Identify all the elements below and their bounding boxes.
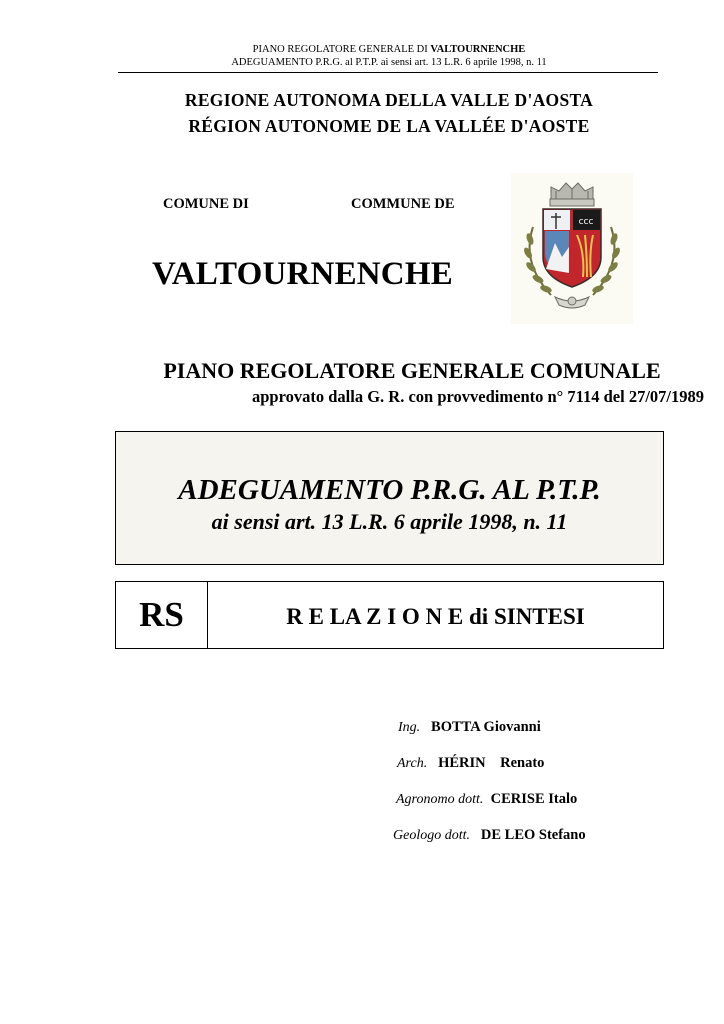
plan-title: PIANO REGOLATORE GENERALE COMUNALE — [163, 358, 661, 383]
header-line2: ADEGUAMENTO P.R.G. al P.T.P. ai sensi art. 13 L.R. 6 aprile 1998, n. 11 — [231, 57, 547, 68]
document-title: R E LA Z I O N E di SINTESI — [286, 604, 585, 629]
author-1 — [398, 719, 541, 736]
region-name-italian: REGIONE AUTONOMA DELLA VALLE D'AOSTA — [184, 90, 594, 110]
municipality-title: VALTOURNENCHE — [152, 256, 453, 292]
author-title: Geologo dott. — [393, 828, 470, 843]
header-rule — [118, 72, 658, 73]
comune-label-italian: COMUNE DI — [163, 196, 249, 212]
coat-of-arms-icon — [511, 173, 633, 324]
author-title: Ing. — [398, 720, 421, 735]
document-box — [115, 581, 664, 649]
author-name: CERISE Italo — [490, 791, 578, 807]
author-title: Arch. — [397, 756, 428, 771]
author-title: Agronomo dott. — [396, 792, 484, 807]
header-line1-municipality: VALTOURNENCHE — [430, 44, 526, 55]
running-header — [120, 43, 658, 69]
plan-approval: approvato dalla G. R. con provvedimento n° 7114 del 27/07/1989 — [252, 387, 704, 406]
author-3 — [396, 791, 577, 808]
svg-text:ccc: ccc — [578, 217, 594, 227]
document-code: RS — [116, 582, 208, 648]
adeguamento-box — [115, 431, 664, 565]
author-4 — [393, 827, 586, 844]
author-name: HÉRIN Renato — [438, 755, 545, 771]
author-name: DE LEO Stefano — [480, 827, 586, 843]
header-line1-prefix: PIANO REGOLATORE GENERALE DI — [252, 44, 431, 55]
comune-label-french: COMMUNE DE — [351, 196, 455, 212]
adeguamento-subtitle: ai sensi art. 13 L.R. 6 aprile 1998, n. 11 — [211, 509, 568, 534]
author-name: BOTTA Giovanni — [431, 719, 541, 735]
author-2 — [397, 755, 544, 772]
adeguamento-title: ADEGUAMENTO P.R.G. AL P.T.P. — [178, 474, 601, 506]
region-name-french: RÉGION AUTONOME DE LA VALLÉE D'AOSTE — [188, 116, 590, 136]
